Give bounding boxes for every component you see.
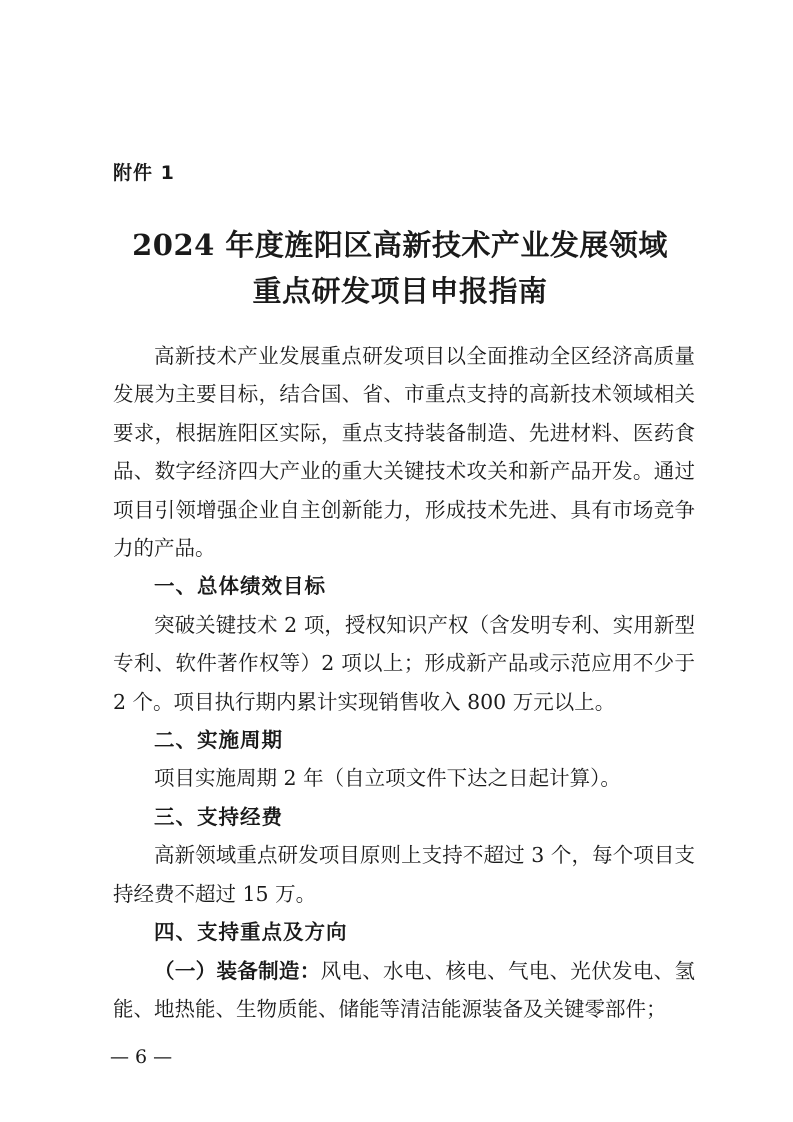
section-heading-focus: 四、支持重点及方向 — [154, 920, 348, 945]
section-text-goals: 突破关键技术 2 项，授权知识产权（含发明专利、实用新型专利、软件著作权等）2 项以上；形成新产品或示范应用不少于 2 个。项目执行期内累计实现销售收入 800 万元以上。 — [113, 612, 695, 714]
document-title — [80, 222, 720, 314]
intro-paragraph: 高新技术产业发展重点研发项目以全面推动全区经济高质量发展为主要目标，结合国、省、市重点支持的高新技术领域相关要求，根据旌阳区实际，重点支持装备制造、先进材料、医药食品、数字经济四大产业的重大关键技术攻关和新产品开发。通过项目引领增强企业自主创新能力，形成技术先进、具有市场竞争力的产品。 — [113, 344, 695, 561]
subsection-label-equipment: （一）装备制造： — [154, 958, 321, 983]
page-number: — 6 — — [110, 1046, 173, 1068]
section-heading-goals: 一、总体绩效目标 — [154, 574, 326, 599]
section-heading-period: 二、实施周期 — [154, 728, 283, 753]
subsection-equipment — [113, 952, 695, 1029]
attachment-label: 附件 1 — [113, 162, 175, 184]
document-body — [113, 337, 695, 1028]
subsection-text-equipment: 风电、水电、核电、气电、光伏发电、氢能、地热能、生物质能、储能等清洁能源装备及关键零部件； — [113, 958, 696, 1021]
section-text-funding: 高新领域重点研发项目原则上支持不超过 3 个，每个项目支持经费不超过 15 万。 — [113, 843, 695, 906]
section-heading-funding: 三、支持经费 — [154, 804, 283, 829]
title-line-1: 2024 年度旌阳区高新技术产业发展领域 — [132, 228, 668, 262]
section-text-period: 项目实施周期 2 年（自立项文件下达之日起计算）。 — [154, 766, 621, 791]
title-line-2: 重点研发项目申报指南 — [252, 274, 548, 308]
